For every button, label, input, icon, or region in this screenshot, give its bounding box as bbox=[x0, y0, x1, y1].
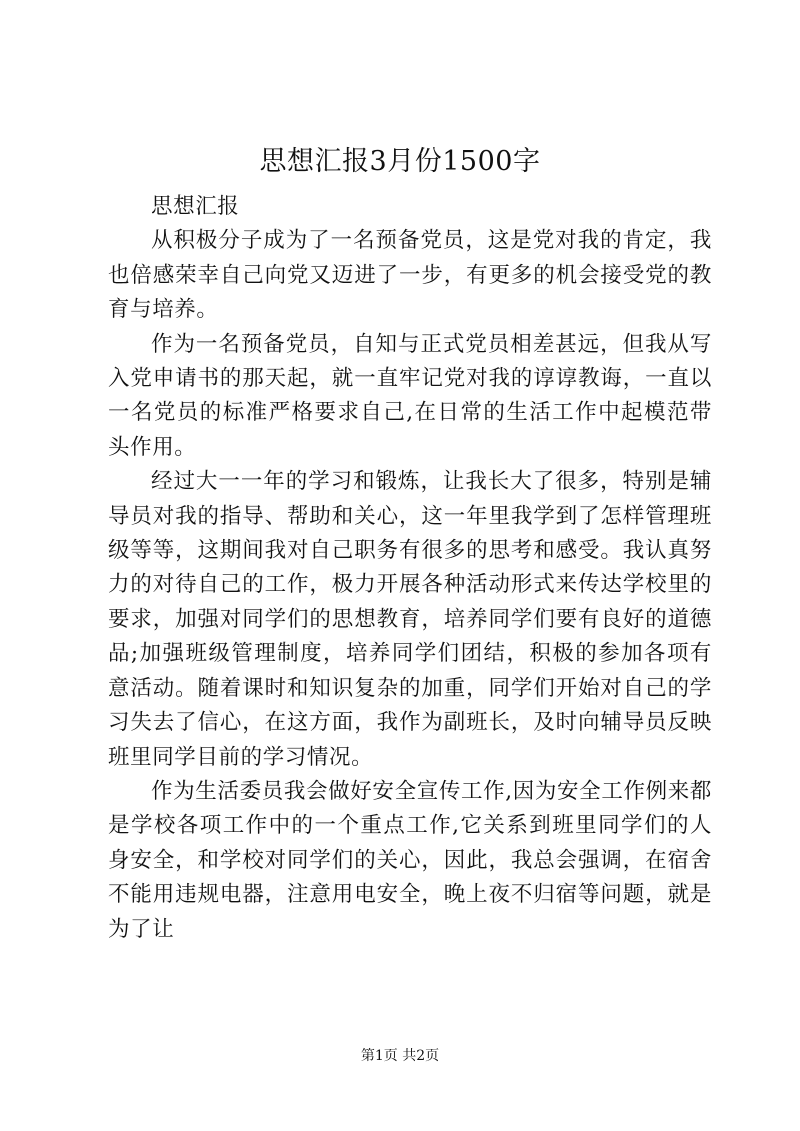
paragraph-heading: 思想汇报 bbox=[151, 194, 240, 219]
document-title: 思想汇报3月份1500字 bbox=[259, 146, 541, 177]
paragraph: 作为生活委员我会做好安全宣传工作,因为安全工作例来都是学校各项工作中的一个重点工作,它关系到班里同学们的人身安全，和学校对同学们的关心，因此，我总会强调，在宿舍不能用违规电器，注意用电安全，晚上夜不归宿等问题，就是为了让 bbox=[108, 778, 712, 942]
paragraph: 作为一名预备党员，自知与正式党员相差甚远，但我从写入党申请书的那天起，就一直牢记党对我的谆谆教诲，一直以一名党员的标准严格要求自己,在日常的生活工作中起模范带头作用。 bbox=[108, 331, 712, 460]
paragraph: 从积极分子成为了一名预备党员，这是党对我的肯定，我也倍感荣幸自己向党又迈进了一步，有更多的机会接受党的教育与培养。 bbox=[108, 228, 712, 323]
page-number-footer: 第1页 共2页 bbox=[360, 1048, 440, 1064]
paragraph: 经过大一一年的学习和锻炼，让我长大了很多，特别是辅导员对我的指导、帮助和关心，这一年里我学到了怎样管理班级等等，这期间我对自己职务有很多的思考和感受。我认真努力的对待自己的工作，极力开展各种活动形式来传达学校里的要求，加强对同学们的思想教育，培养同学们要有良好的道德品;加强班级管理制度，培养同学们团结，积极的参加各项有意活动。随着课时和知识复杂的加重，同学们开始对自己的学习失去了信心，在这方面，我作为副班长，及时向辅导员反映班里同学目前的学习情况。 bbox=[108, 469, 712, 770]
document-body bbox=[108, 190, 712, 947]
